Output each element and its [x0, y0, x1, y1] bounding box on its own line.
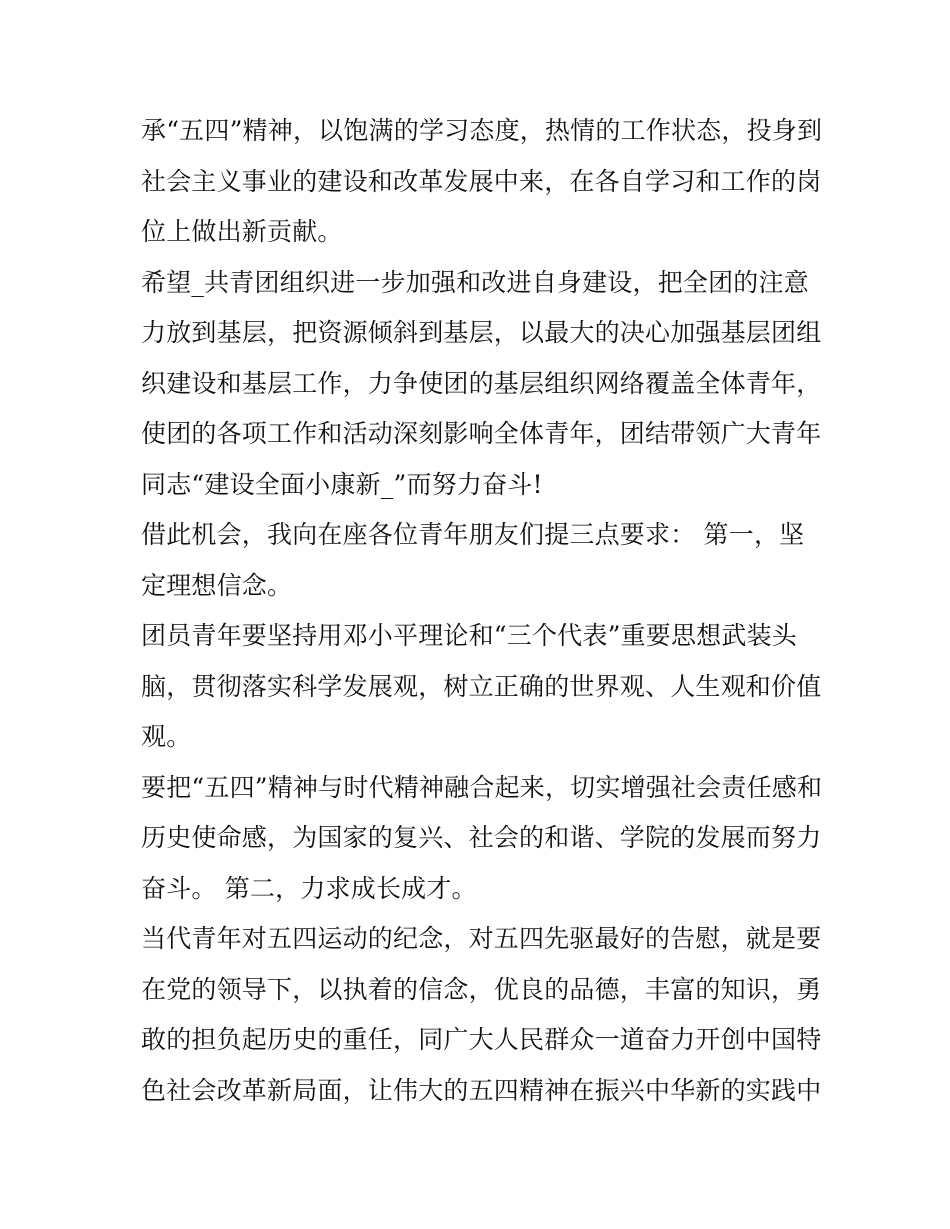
text-line: 色社会改革新局面，让伟大的五四精神在振兴中华新的实践中 — [141, 1075, 822, 1105]
text-line: 要把“五四”精神与时代精神融合起来，切实增强社会责任感和 — [141, 772, 823, 802]
text-line: 希望_共青团组织进一步加强和改进自身建设，把全团的注意 — [141, 267, 809, 297]
text-line: 历史使命感，为国家的复兴、社会的和谐、学院的发展而努力 — [141, 823, 822, 852]
text-line: 同志“建设全面小康新_”而努力奋斗! — [141, 469, 543, 499]
text-line: 团员青年要坚持用邓小平理论和“三个代表”重要思想武装头 — [141, 621, 797, 650]
text-line: 定理想信念。 — [141, 570, 293, 600]
text-line: 在党的领导下，以执着的信念，优良的品德，丰富的知识，勇 — [141, 974, 822, 1004]
text-line: 脑，贯彻落实科学发展观，树立正确的世界观、人生观和价值 — [141, 671, 822, 701]
text-line: 奋斗。 第二，力求成长成才。 — [141, 873, 477, 903]
text-line: 借此机会，我向在座各位青年朋友们提三点要求： 第一，坚 — [141, 520, 805, 549]
text-line: 织建设和基层工作，力争使团的基层组织网络覆盖全体青年， — [141, 368, 822, 398]
text-line: 观。 — [141, 722, 192, 751]
text-line: 当代青年对五四运动的纪念，对五四先驱最好的告慰，就是要 — [141, 924, 822, 953]
text-line: 力放到基层，把资源倾斜到基层，以最大的决心加强基层团组 — [141, 318, 822, 347]
document-body — [141, 106, 821, 1116]
text-line: 使团的各项工作和活动深刻影响全体青年，团结带领广大青年 — [141, 419, 822, 448]
text-line: 位上做出新贡献。 — [141, 217, 343, 246]
text-line: 社会主义事业的建设和改革发展中来，在各自学习和工作的岗 — [141, 166, 822, 196]
text-line: 承“五四”精神，以饱满的学习态度，热情的工作状态，投身到 — [141, 116, 823, 145]
text-line: 敢的担负起历史的重任，同广大人民群众一道奋力开创中国特 — [141, 1025, 822, 1054]
